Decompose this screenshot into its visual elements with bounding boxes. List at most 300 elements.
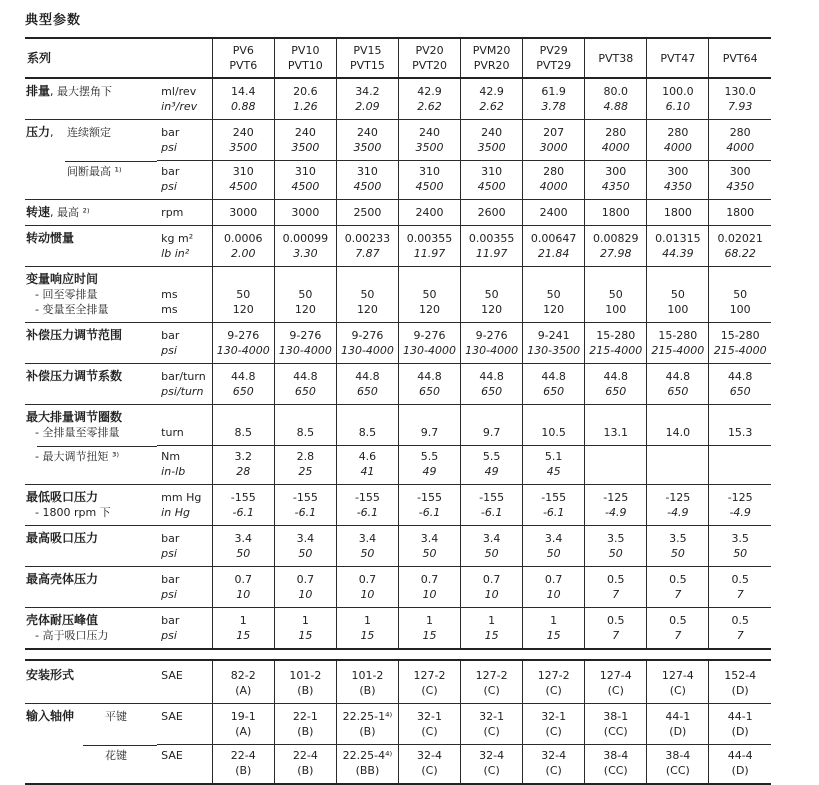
value-cell: 3.4	[274, 526, 336, 547]
unit-cell	[157, 724, 212, 745]
unit-cell: SAE	[161, 669, 183, 682]
value-cell: 650	[398, 384, 460, 405]
value-cell: 4000	[523, 179, 585, 200]
value-cell: 10.5	[523, 425, 585, 446]
value-cell: (B)	[212, 763, 274, 784]
value-cell	[461, 267, 523, 288]
value-cell: 4500	[461, 179, 523, 200]
value-cell: 120	[461, 302, 523, 323]
value-cell: 50	[274, 546, 336, 567]
value-cell: (C)	[398, 724, 460, 745]
value-cell: 0.5	[709, 567, 771, 588]
value-cell: (D)	[709, 763, 771, 784]
value-cell	[523, 405, 585, 426]
value-cell: 45	[523, 464, 585, 485]
value-cell: 4.88	[585, 99, 647, 120]
value-cell: (C)	[461, 683, 523, 704]
column-header-line: PVT47	[660, 51, 696, 65]
value-cell: -125	[709, 485, 771, 506]
value-cell: 2400	[398, 200, 460, 226]
value-cell: 3.5	[647, 526, 709, 547]
unit-cell: in³/rev	[161, 100, 198, 113]
table-row	[25, 745, 771, 764]
unit-cell: bar	[157, 120, 212, 141]
value-cell: 0.00829	[585, 226, 647, 247]
unit-cell: psi	[161, 547, 177, 560]
value-cell: 3000	[274, 200, 336, 226]
value-cell	[274, 267, 336, 288]
value-cell: -6.1	[274, 505, 336, 526]
unit-cell: bar	[157, 608, 212, 629]
row-label	[25, 446, 157, 465]
value-cell	[461, 405, 523, 426]
unit-cell: psi	[161, 180, 177, 193]
value-cell: 44.8	[274, 364, 336, 385]
value-cell: 0.02021	[709, 226, 771, 247]
spec-table	[25, 37, 771, 785]
value-cell: 0.00355	[398, 226, 460, 247]
row-label-strong: 最高吸口压力	[26, 531, 99, 545]
value-cell	[585, 267, 647, 288]
unit-cell: ml/rev	[157, 78, 212, 99]
value-cell: 130-4000	[398, 343, 460, 364]
value-cell: 22-4	[212, 745, 274, 764]
value-cell: 2600	[461, 200, 523, 226]
value-cell: 50	[585, 546, 647, 567]
column-header-line: PV6	[232, 44, 254, 57]
unit-cell: bar	[157, 161, 212, 180]
row-sublabel: 连续额定	[67, 126, 111, 139]
value-cell: 6.10	[647, 99, 709, 120]
value-cell: 10	[461, 587, 523, 608]
row-label	[25, 246, 157, 267]
unit-cell: SAE	[157, 704, 212, 725]
row-sublabel: 间断最高 ¹⁾	[67, 164, 122, 178]
column-header-line: PV10	[291, 44, 320, 57]
table-row	[25, 343, 771, 364]
value-cell: 50	[709, 287, 771, 302]
value-cell: 50	[274, 287, 336, 302]
value-cell: (A)	[212, 724, 274, 745]
value-cell: 650	[336, 384, 398, 405]
unit-cell: bar	[157, 323, 212, 344]
row-label-strong: 补偿压力调节系数	[26, 369, 123, 383]
value-cell	[647, 464, 709, 485]
unit-cell: psi	[161, 629, 177, 642]
column-header-line: PV20	[415, 44, 444, 57]
value-cell: 127-2	[523, 660, 585, 683]
value-cell: 50	[212, 546, 274, 567]
column-header	[212, 38, 274, 78]
unit-cell: lb in²	[161, 247, 190, 260]
value-cell	[336, 267, 398, 288]
value-cell	[336, 405, 398, 426]
value-cell: 1	[398, 608, 460, 629]
row-label	[25, 405, 157, 426]
row-label	[25, 99, 157, 120]
value-cell: 1800	[709, 200, 771, 226]
value-cell: 42.9	[398, 78, 460, 99]
value-cell: 0.7	[274, 567, 336, 588]
row-label	[25, 683, 157, 704]
table-row	[25, 683, 771, 704]
table-row	[25, 384, 771, 405]
value-cell: 50	[212, 287, 274, 302]
value-cell: 11.97	[398, 246, 460, 267]
value-cell: 300	[647, 161, 709, 180]
value-cell	[212, 267, 274, 288]
value-cell	[585, 464, 647, 485]
column-header	[274, 38, 336, 78]
value-cell: 7	[647, 628, 709, 649]
column-header	[336, 38, 398, 78]
value-cell	[647, 405, 709, 426]
value-cell: 8.5	[336, 425, 398, 446]
value-cell: 10	[274, 587, 336, 608]
value-cell: 0.00099	[274, 226, 336, 247]
value-cell: (C)	[523, 763, 585, 784]
value-cell: 4.6	[336, 446, 398, 465]
value-cell: 50	[523, 287, 585, 302]
row-label	[25, 267, 157, 288]
value-cell: 100	[709, 302, 771, 323]
value-cell: 38-4	[647, 745, 709, 764]
column-header-line: PVT64	[722, 51, 758, 65]
row-label-strong: 最低吸口压力	[26, 490, 99, 504]
value-cell: (B)	[336, 683, 398, 704]
row-label	[25, 763, 157, 784]
column-header	[709, 38, 771, 78]
value-cell: 9-276	[336, 323, 398, 344]
value-cell: 3.4	[461, 526, 523, 547]
value-cell: -6.1	[398, 505, 460, 526]
value-cell: 3.4	[212, 526, 274, 547]
value-cell: 10	[336, 587, 398, 608]
row-label	[25, 384, 157, 405]
row-label-strong: 排量	[26, 84, 51, 98]
value-cell: (D)	[709, 683, 771, 704]
value-cell: 68.22	[709, 246, 771, 267]
value-cell: 0.7	[212, 567, 274, 588]
value-cell: 44.39	[647, 246, 709, 267]
value-cell: 21.84	[523, 246, 585, 267]
column-header-line: PV29	[539, 44, 568, 57]
value-cell: 7.93	[709, 99, 771, 120]
value-cell: -4.9	[585, 505, 647, 526]
value-cell: 280	[523, 161, 585, 180]
value-cell: -155	[523, 485, 585, 506]
unit-cell	[157, 763, 212, 784]
value-cell: 4000	[647, 140, 709, 161]
unit-cell: psi	[161, 588, 177, 601]
table-row	[25, 464, 771, 485]
table-row	[25, 226, 771, 247]
value-cell: (CC)	[585, 724, 647, 745]
table-row	[25, 287, 771, 302]
value-cell	[709, 464, 771, 485]
value-cell: 1	[212, 608, 274, 629]
value-cell: 9-276	[274, 323, 336, 344]
value-cell: 82-2	[212, 660, 274, 683]
value-cell: 0.00355	[461, 226, 523, 247]
value-cell: 120	[398, 302, 460, 323]
value-cell: (CC)	[585, 763, 647, 784]
row-label-strong: 安装形式	[26, 668, 75, 682]
column-header-line: PVT38	[598, 51, 634, 65]
row-label	[25, 287, 157, 302]
value-cell	[398, 267, 460, 288]
column-header-line: PVT20	[412, 59, 447, 72]
value-cell: 44.8	[336, 364, 398, 385]
row-sublabel: - 高于吸口压力	[35, 629, 109, 642]
row-label	[25, 485, 157, 506]
value-cell: 32-4	[398, 745, 460, 764]
value-cell: 3000	[212, 200, 274, 226]
value-cell: 50	[336, 287, 398, 302]
value-cell: 0.7	[461, 567, 523, 588]
row-sublabel: - 最大调节扭矩 ³⁾	[35, 449, 120, 463]
table-row	[25, 446, 771, 465]
value-cell: 280	[585, 120, 647, 141]
value-cell: 4000	[709, 140, 771, 161]
column-header-line: PVM20	[472, 44, 511, 57]
value-cell: -4.9	[647, 505, 709, 526]
value-cell: 14.4	[212, 78, 274, 99]
value-cell	[585, 405, 647, 426]
value-cell: 32-4	[523, 745, 585, 764]
value-cell: 50	[398, 287, 460, 302]
table-row	[25, 485, 771, 506]
row-sublabel: 平键	[105, 710, 127, 723]
value-cell: (C)	[398, 763, 460, 784]
value-cell: 4500	[212, 179, 274, 200]
value-cell: 20.6	[274, 78, 336, 99]
value-cell: 0.7	[523, 567, 585, 588]
column-header	[647, 38, 709, 78]
value-cell: 3500	[274, 140, 336, 161]
row-label	[25, 226, 157, 247]
value-cell: 240	[461, 120, 523, 141]
value-cell: 3000	[523, 140, 585, 161]
value-cell: 2400	[523, 200, 585, 226]
row-sublabel: - 全排量至零排量	[35, 426, 120, 439]
unit-cell: in-lb	[161, 465, 186, 478]
row-sublabel: - 1800 rpm 下	[35, 506, 111, 519]
value-cell: 50	[647, 287, 709, 302]
row-label-strong: 压力	[26, 125, 51, 139]
value-cell: 50	[398, 546, 460, 567]
value-cell: -4.9	[709, 505, 771, 526]
value-cell: 4500	[336, 179, 398, 200]
value-cell: 0.01315	[647, 226, 709, 247]
value-cell: 1	[274, 608, 336, 629]
value-cell: 15	[274, 628, 336, 649]
value-cell: 130-4000	[336, 343, 398, 364]
row-label-strong: 壳体耐压峰值	[26, 613, 99, 627]
value-cell: 3.5	[709, 526, 771, 547]
value-cell: 101-2	[274, 660, 336, 683]
value-cell: 0.0006	[212, 226, 274, 247]
row-label	[25, 140, 157, 161]
value-cell: 50	[336, 546, 398, 567]
table-row	[25, 628, 771, 649]
value-cell: 4350	[647, 179, 709, 200]
row-label	[25, 302, 157, 323]
value-cell: 44.8	[398, 364, 460, 385]
value-cell: 0.00233	[336, 226, 398, 247]
unit-cell: bar/turn	[157, 364, 212, 385]
value-cell: 15-280	[585, 323, 647, 344]
value-cell: 0.5	[585, 567, 647, 588]
value-cell: -6.1	[523, 505, 585, 526]
table-row	[25, 140, 771, 161]
value-cell: 7	[709, 628, 771, 649]
row-label	[25, 78, 157, 99]
value-cell: (D)	[647, 724, 709, 745]
value-cell	[274, 405, 336, 426]
table-row	[25, 704, 771, 725]
value-cell: 2.8	[274, 446, 336, 465]
value-cell: 2.00	[212, 246, 274, 267]
value-cell: 240	[398, 120, 460, 141]
value-cell: 15	[461, 628, 523, 649]
value-cell: 4500	[274, 179, 336, 200]
unit-cell: in Hg	[161, 506, 190, 519]
value-cell: -125	[647, 485, 709, 506]
value-cell: -125	[585, 485, 647, 506]
value-cell: 44.8	[709, 364, 771, 385]
row-label	[25, 587, 157, 608]
column-header-line: PV15	[353, 44, 382, 57]
value-cell: (B)	[274, 763, 336, 784]
value-cell: 650	[274, 384, 336, 405]
value-cell: 44-1	[709, 704, 771, 725]
table-row	[25, 364, 771, 385]
series-header-cell: 系列	[25, 38, 212, 78]
unit-cell: SAE	[157, 745, 212, 764]
value-cell: 42.9	[461, 78, 523, 99]
value-cell: 3500	[398, 140, 460, 161]
value-cell: (C)	[398, 683, 460, 704]
value-cell: (D)	[709, 724, 771, 745]
value-cell: 4000	[585, 140, 647, 161]
value-cell: 310	[212, 161, 274, 180]
value-cell: 120	[274, 302, 336, 323]
value-cell: 44.8	[212, 364, 274, 385]
value-cell: 14.0	[647, 425, 709, 446]
value-cell: 240	[212, 120, 274, 141]
value-cell: 650	[523, 384, 585, 405]
value-cell: -6.1	[336, 505, 398, 526]
unit-cell: psi/turn	[161, 385, 204, 398]
table-row	[25, 323, 771, 344]
value-cell: 15	[336, 628, 398, 649]
value-cell: 650	[585, 384, 647, 405]
value-cell: 3.4	[398, 526, 460, 547]
row-label-strong: 转速	[26, 205, 51, 219]
column-header-line: PVT6	[229, 59, 258, 72]
value-cell	[709, 267, 771, 288]
value-cell: -155	[398, 485, 460, 506]
value-cell: 38-4	[585, 745, 647, 764]
value-cell: (B)	[336, 724, 398, 745]
value-cell: 44.8	[461, 364, 523, 385]
value-cell: (C)	[461, 724, 523, 745]
value-cell: 9-276	[461, 323, 523, 344]
value-cell: 100	[647, 302, 709, 323]
value-cell: 3500	[212, 140, 274, 161]
value-cell: 44.8	[647, 364, 709, 385]
value-cell	[585, 446, 647, 465]
table-row	[25, 267, 771, 288]
value-cell: 50	[523, 546, 585, 567]
value-cell: (C)	[523, 724, 585, 745]
value-cell: 310	[461, 161, 523, 180]
row-sublabel: 花键	[105, 748, 127, 762]
value-cell: (B)	[274, 683, 336, 704]
value-cell: 0.5	[647, 608, 709, 629]
unit-cell: psi	[161, 344, 177, 357]
row-label	[25, 745, 157, 764]
value-cell: 1	[523, 608, 585, 629]
row-sublabel: - 回至零排量	[35, 288, 98, 301]
value-cell: (C)	[523, 683, 585, 704]
row-label-strong: 输入轴伸	[26, 709, 75, 723]
table-row	[25, 200, 771, 226]
value-cell: 3.4	[336, 526, 398, 547]
value-cell: 3.5	[585, 526, 647, 547]
value-cell: 22.25-4⁴⁾	[336, 745, 398, 764]
value-cell: 0.5	[709, 608, 771, 629]
row-label-strong: 变量响应时间	[26, 272, 99, 286]
row-label	[25, 343, 157, 364]
value-cell: 32-4	[461, 745, 523, 764]
row-label	[25, 120, 157, 141]
row-label	[25, 608, 157, 629]
value-cell: 310	[274, 161, 336, 180]
value-cell: 5.5	[461, 446, 523, 465]
value-cell: 310	[336, 161, 398, 180]
value-cell: 3500	[336, 140, 398, 161]
value-cell: 1800	[585, 200, 647, 226]
value-cell: 120	[523, 302, 585, 323]
value-cell: 300	[709, 161, 771, 180]
unit-cell: bar	[157, 526, 212, 547]
table-row	[25, 660, 771, 683]
value-cell: 15	[523, 628, 585, 649]
value-cell: -6.1	[461, 505, 523, 526]
row-label	[25, 628, 157, 649]
value-cell: (C)	[461, 763, 523, 784]
value-cell: 130-4000	[212, 343, 274, 364]
value-cell: 0.00647	[523, 226, 585, 247]
value-cell: 280	[709, 120, 771, 141]
value-cell: 22-1	[274, 704, 336, 725]
value-cell: 32-1	[523, 704, 585, 725]
table-row	[25, 505, 771, 526]
value-cell: 650	[212, 384, 274, 405]
value-cell: 9-276	[398, 323, 460, 344]
table-row	[25, 724, 771, 745]
row-label	[25, 567, 157, 588]
value-cell: 130-4000	[274, 343, 336, 364]
value-cell: 50	[709, 546, 771, 567]
table-row	[25, 302, 771, 323]
value-cell: 49	[398, 464, 460, 485]
value-cell	[647, 446, 709, 465]
value-cell: 310	[398, 161, 460, 180]
column-header-line: PVT10	[287, 59, 323, 72]
